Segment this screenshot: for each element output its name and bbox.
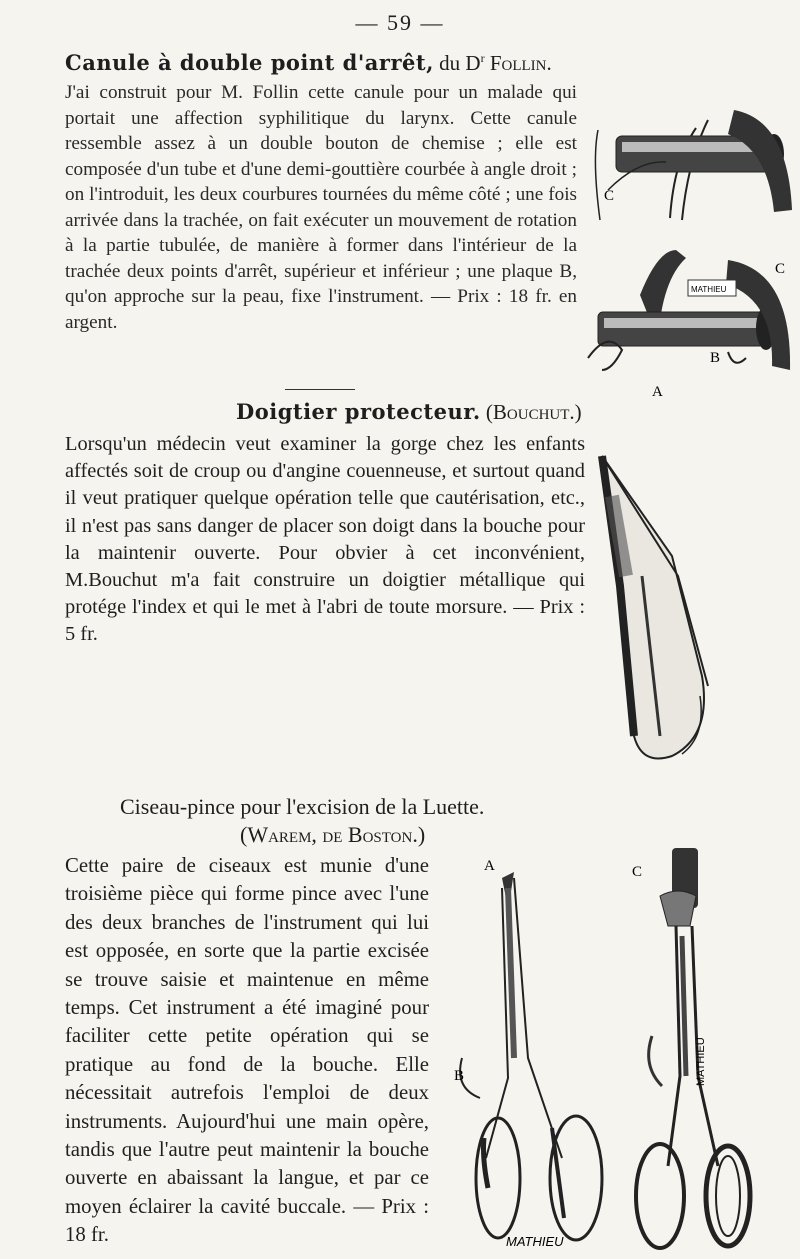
title-rest: (Bouchut.) bbox=[480, 400, 582, 424]
section-title-ciseau: Ciseau-pince pour l'excision de la Luette. bbox=[120, 794, 485, 819]
title-author: Follin. bbox=[484, 51, 552, 75]
canule-figure bbox=[578, 100, 800, 400]
section-title-doigtier bbox=[236, 399, 582, 425]
label-b: B bbox=[710, 350, 721, 366]
label-c-ciseau: C bbox=[632, 864, 643, 880]
doigtier-figure bbox=[582, 436, 732, 776]
ciseau-figure-left bbox=[444, 858, 624, 1258]
label-c: C bbox=[775, 261, 786, 277]
separator-line bbox=[285, 389, 355, 390]
section-subtitle-ciseau: (Warem, de Boston.) bbox=[240, 822, 426, 847]
title-bold: Canule à double point d'arrêt, bbox=[65, 50, 434, 75]
label-b-ciseau: B bbox=[454, 1068, 465, 1084]
svg-text:C: C bbox=[604, 188, 615, 204]
canule-engraver: MATHIEU bbox=[691, 285, 727, 294]
section-body-doigtier: Lorsqu'un médecin veut examiner la gorge chez les enfants affectés soit de croup ou d'angine couenneuse, et surtout quand il veut pratiquer quelque opération telle que cautérisation, etc., il n'est pas sans danger de placer son doigt dans la bouche pour la maintenir ouverte. Pour obvier à cet inconvénient, M.Bouchut m'a fait construire un doigtier métallique qui protége l'index et qui le met à l'abri de toute morsure. — Prix : 5 fr. bbox=[65, 433, 585, 646]
ciseau-engraver-left: MATHIEU bbox=[506, 1234, 564, 1249]
ciseau-main bbox=[460, 872, 602, 1240]
ciseau-figure-right bbox=[632, 836, 792, 1256]
label-a-ciseau: A bbox=[484, 858, 495, 874]
section-title-canule bbox=[65, 50, 552, 76]
section-body-canule: J'ai construit pour M. Follin cette canule pour un malade qui portait une affection syphilitique du larynx. Cette canule ressemble assez à un double bouton de chemise ; elle est composée d'un tube et d'une demi-gouttière courbée à angle droit ; on l'introduit, les deux courbures tournées du même côté ; une fois arrivée dans la trachée, on fait exécuter un mouvement de rotation à la partie tubulée, de manière à former dans l'intérieur de la trachée deux points d'arrêt, supérieur et inférieur ; une plaque B, qu'on approche sur la peau, fixe l'instrument. — Prix : 18 fr. en argent. bbox=[65, 82, 577, 333]
ciseau-engraver-right: MATHIEU bbox=[695, 1037, 707, 1086]
label-a: A bbox=[652, 384, 663, 400]
section-body-ciseau: Cette paire de ciseaux est munie d'une troisième pièce qui forme pince avec l'une des deux branches de l'instrument qui lui est opposée, en sorte que la partie excisée se trouve saisie et maintenue en même temps. Cet instrument a été imaginé pour faciliter cette petite opération qui se pratique au fond de la bouche. Elle nécessitait autrefois l'emploi de deux instruments. Aujourd'hui une main opère, tandis que l'autre peut maintenir la bouche ouverte en abaissant la langue, et par ce moyen éclairer la cavité buccale. — Prix : 18 fr. bbox=[65, 854, 429, 1247]
page-number: — 59 — bbox=[355, 10, 445, 35]
canule-top-illustration bbox=[595, 110, 792, 220]
canule-bottom-illustration bbox=[588, 250, 790, 370]
title-bold: Doigtier protecteur. bbox=[236, 399, 481, 424]
title-rest: du D bbox=[433, 51, 481, 75]
title-sup: r bbox=[480, 51, 485, 65]
